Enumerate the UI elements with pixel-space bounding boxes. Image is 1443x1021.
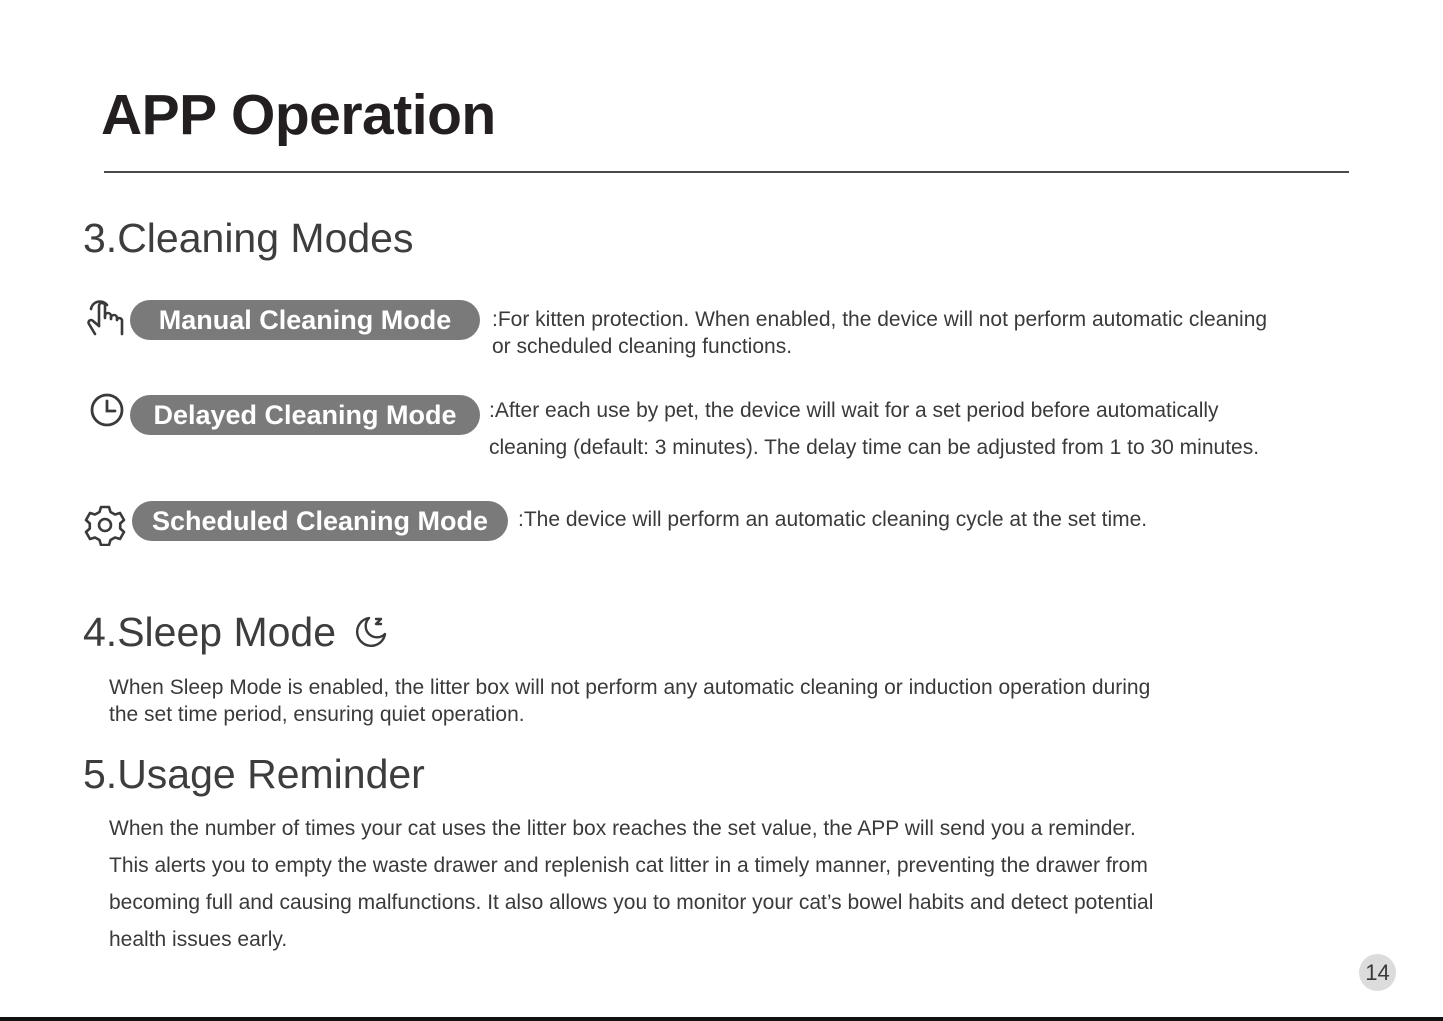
usage-reminder-text-line-3: becoming full and causing malfunctions. It also allows you to monitor your cat’s bowel habits and detect potential xyxy=(109,891,1154,914)
cleaning-modes-heading: 3.Cleaning Modes xyxy=(83,215,414,261)
sleep-moon-icon xyxy=(353,614,389,650)
sleep-mode-heading: 4.Sleep Mode xyxy=(83,609,337,655)
page-number-badge: 14 xyxy=(1359,954,1396,991)
delayed-mode-description-line-1: :After each use by pet, the device will wait for a set period before automatically xyxy=(489,399,1219,422)
bottom-divider xyxy=(0,1017,1443,1021)
scheduled-cleaning-mode-pill: Scheduled Cleaning Mode xyxy=(132,501,508,541)
title-divider xyxy=(104,171,1349,173)
usage-reminder-heading: 5.Usage Reminder xyxy=(83,751,425,797)
gear-icon xyxy=(84,504,126,546)
manual-mode-description-line-2: or scheduled cleaning functions. xyxy=(492,335,793,358)
page-title: APP Operation xyxy=(101,83,496,147)
usage-reminder-text-line-2: This alerts you to empty the waste drawer and replenish cat litter in a timely manner, preventing the drawer from xyxy=(109,854,1148,877)
manual-mode-description-line-1: :For kitten protection. When enabled, the device will not perform automatic cleaning xyxy=(492,308,1268,331)
usage-reminder-text-line-1: When the number of times your cat uses the litter box reaches the set value, the APP will send you a reminder. xyxy=(109,817,1136,840)
hand-pointer-icon xyxy=(84,296,126,338)
sleep-mode-text-line-1: When Sleep Mode is enabled, the litter box will not perform any automatic cleaning or induction operation during xyxy=(109,676,1151,699)
delayed-mode-description-line-2: cleaning (default: 3 minutes). The delay time can be adjusted from 1 to 30 minutes. xyxy=(489,436,1260,459)
sleep-mode-text-line-2: the set time period, ensuring quiet operation. xyxy=(109,703,525,726)
usage-reminder-text-line-4: health issues early. xyxy=(109,928,288,951)
scheduled-mode-description: :The device will perform an automatic cleaning cycle at the set time. xyxy=(518,508,1148,531)
manual-cleaning-mode-pill: Manual Cleaning Mode xyxy=(130,300,480,340)
clock-icon xyxy=(87,389,129,431)
delayed-cleaning-mode-pill: Delayed Cleaning Mode xyxy=(130,395,480,435)
